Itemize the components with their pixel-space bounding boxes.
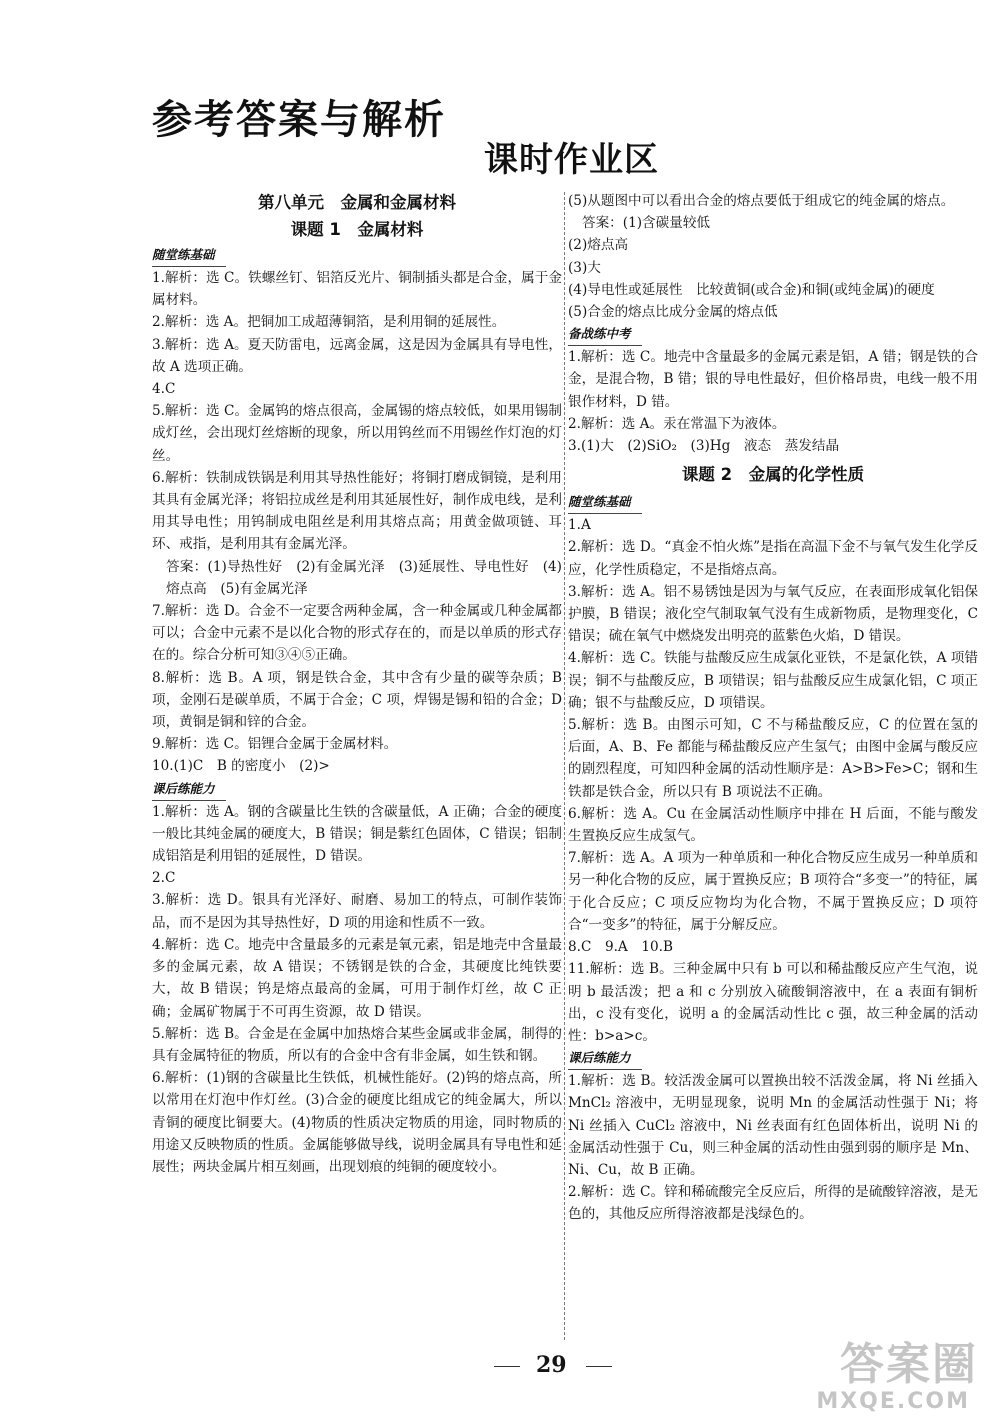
answer-list — [568, 190, 978, 323]
page-number-dash — [586, 1366, 612, 1367]
page-number: 29 — [536, 1352, 567, 1378]
answer-item: 2.解析：选 C。锌和稀硫酸完全反应后，所得的是硫酸锌溶液，是无色的，其他反应所得溶液都是浅绿色的。 — [568, 1184, 978, 1223]
answer-item: 8.解析：选 B。A 项，钢是铁合金，其中含有少量的碳等杂质；B 项，金刚石是碳单质，不属于合金；C 项，焊锡是锡和铅的合金；D 项，黄铜是铜和锌的合金。 — [152, 669, 562, 731]
answer-list — [152, 801, 562, 1178]
answer-item: 10.(1)C B 的密度小 (2)> — [152, 758, 330, 775]
answer-item: (2)熔点高 — [568, 237, 629, 254]
column-divider — [564, 192, 565, 1340]
answer-item: (4)导电性或延展性 比较黄铜(或合金)和铜(或纯金属)的硬度 — [568, 281, 935, 298]
answer-list — [152, 267, 562, 778]
answer-item: 2.解析：选 A。汞在常温下为液体。 — [568, 415, 786, 432]
answer-list — [568, 514, 978, 1047]
answer-item: 6.解析：(1)钢的含碳量比生铁低，机械性能好。(2)钨的熔点高，所以常用在灯泡中作灯丝。(3)合金的硬度比组成它的纯金属大，所以青铜的硬度比铜要大。(4)物质的性质决定物质的用途，同时物质的用途又反映物质的性质。金属能够做导线，说明金属具有导电性和延展性；两块金属片相互刻画，出现划痕的纯铜的硬度较小。 — [152, 1070, 562, 1175]
answer-item: 2.解析：选 D。“真金不怕火炼”是指在高温下金不与氧气发生化学反应，化学性质稳定，不是指熔点高。 — [568, 539, 978, 578]
answer-item: 3.解析：选 A。铝不易锈蚀是因为与氧气反应，在表面形成氧化铝保护膜，B 错误；液化空气制取氧气没有生成新物质，是物理变化，C 错误；硫在氧气中燃烧发出明亮的蓝紫色火焰，D 错误。 — [568, 583, 978, 645]
subheading-after-class: 课后练能力 — [152, 778, 226, 801]
watermark-url: MXQE.COM — [816, 1389, 970, 1414]
answer-item: 3.解析：选 A。夏天防雷电，远离金属，这是因为金属具有导电性，故 A 选项正确。 — [152, 336, 562, 375]
answer-item: 11.解析：选 B。三种金属中只有 b 可以和稀盐酸反应产生气泡，说明 b 最活泼；把 a 和 c 分别放入硫酸铜溶液中，在 a 表面有铜析出，c 没有变化，说明 a 的金属活动性比 c 强，故三种金属的活动性：b>a>c。 — [568, 961, 978, 1044]
answer-item: 4.C — [152, 381, 176, 398]
answer-item: (5)从题图中可以看出合金的熔点要低于组成它的纯金属的熔点。 — [568, 193, 955, 209]
answer-item: 1.解析：选 A。钢的含碳量比生铁的含碳量低，A 正确；合金的硬度一般比其纯金属的硬度大，B 错误；铜是紫红色固体，C 错误；铝制成铝箔是利用铝的延展性，D 错误。 — [152, 803, 562, 865]
answer-item: 1.解析：选 B。较活泼金属可以置换出较不活泼金属，将 Ni 丝插入 MnCl₂ 溶液中，无明显现象，说明 Mn 的金属活动性强于 Ni；将 Ni 丝插入 CuCl₂ 溶液中，Ni 丝表面有红色固体析出，说明 Ni 的金属活动性强于 Cu，则三种金属的活动性由强到弱的顺序是 Mn、Ni、Cu，故 B 正确。 — [568, 1073, 978, 1178]
answer-item: 答案：(1)含碳量较低 — [582, 215, 711, 232]
answer-item: 6.解析：选 A。Cu 在金属活动性顺序中排在 H 后面，不能与酸发生置换反应生成氢气。 — [568, 805, 978, 845]
answer-item: 8.C 9.A 10.B — [568, 939, 673, 956]
watermark-logo: 答案圈 — [840, 1339, 978, 1390]
answer-item: (3)大 — [568, 259, 601, 276]
answer-item: 3.(1)大 (2)SiO₂ (3)Hg 液态 蒸发结晶 — [568, 438, 840, 455]
right-column — [568, 190, 978, 1226]
lesson-title-1: 课题 1 金属材料 — [290, 220, 424, 239]
answer-item: 7.解析：选 D。合金不一定要含两种金属，含一种金属或几种金属都可以；合金中元素不是以化合物的形式存在的，而是以单质的形式存在的。综合分析可知③④⑤正确。 — [152, 603, 562, 664]
answer-item: 1.A — [568, 517, 591, 534]
answer-item: 2.解析：选 A。把铜加工成超薄铜箔，是利用铜的延展性。 — [152, 314, 506, 331]
answer-item: 4.解析：选 C。地壳中含量最多的元素是氧元素，铝是地壳中含量最多的金属元素，故 A 错误；不锈钢是铁的合金，其硬度比纯铁要大，故 B 错误；钨是熔点最高的金属，可用于制作灯丝，故 C 正确；金属矿物属于不可再生资源，故 D 错误。 — [152, 936, 562, 1020]
section-title: 课时作业区 — [484, 140, 659, 180]
answer-list — [568, 1070, 978, 1225]
unit-title: 第八单元 金属和金属材料 — [258, 193, 456, 212]
answer-item: 7.解析：选 A。A 项为一种单质和一种化合物反应生成另一种单质和另一种化合物的反应，属于置换反应；B 项符合“多变一”的特征，属于化合反应；C 项反应物均为化合物，不属于置换反应；D 项符合“一变多”的特征，属于分解反应。 — [568, 850, 978, 933]
answer-item: 5.解析：选 C。金属钨的熔点很高，金属锡的熔点较低，如果用锡制成灯丝，会出现灯丝熔断的现象，所以用钨丝而不用锡丝作灯泡的灯丝。 — [152, 403, 562, 464]
lesson-title-2: 课题 2 金属的化学性质 — [681, 465, 865, 485]
answer-item: 5.解析：选 B。合金是在金属中加热熔合某些金属或非金属，制得的具有金属特征的物质，所以有的合金中含有非金属，如生铁和钢。 — [152, 1025, 562, 1064]
subheading-exam-prep: 备战练中考 — [568, 323, 642, 346]
answer-item: 答案：(1)导热性好 (2)有金属光泽 (3)延展性、导电性好 (4)熔点高 (5)有金属光泽 — [166, 558, 562, 597]
left-column — [152, 190, 562, 1178]
subheading-classroom-basics: 随堂练基础 — [152, 244, 226, 267]
page-title: 参考答案与解析 — [152, 97, 446, 143]
answer-item: 1.解析：选 C。地壳中含量最多的金属元素是铝，A 错；钢是铁的合金，是混合物，B 错；银的导电性最好，但价格昂贵，电线一般不用银作材料，D 错。 — [568, 349, 978, 410]
answer-item: 9.解析：选 C。铝锂合金属于金属材料。 — [152, 736, 398, 753]
answer-item: 4.解析：选 C。铁能与盐酸反应生成氯化亚铁，不是氯化铁，A 项错误；铜不与盐酸反应，B 项错误；铝与盐酸反应生成氯化铝，C 项正确；银不与盐酸反应，D 项错误。 — [568, 650, 978, 711]
answer-item: 3.解析：选 D。银具有光泽好、耐磨、易加工的特点，可制作装饰品，而不是因为其导热性好，D 项的用途和性质不一致。 — [152, 892, 562, 931]
answer-item: 6.解析：铁制成铁锅是利用其导热性能好；将铜打磨成铜镜，是利用其具有金属光泽；将铝拉成丝是利用其延展性好，制作成电线，是利用其导电性；用钨制成电阻丝是利用其熔点高；用黄金做项链、耳环、戒指，是利用其有金属光泽。 — [152, 469, 562, 553]
page-number-dash — [494, 1366, 520, 1367]
answer-item: 5.解析：选 B。由图示可知，C 不与稀盐酸反应，C 的位置在氢的后面，A、B、Fe 都能与稀盐酸反应产生氢气；由图中金属与酸反应的剧烈程度，可知四种金属的活动性顺序是：A>B>Fe>C；钢和生铁都是铁合金，所以只有 B 项说法不正确。 — [568, 717, 978, 800]
answer-list — [568, 346, 978, 457]
answer-item: (5)合金的熔点比成分金属的熔点低 — [568, 304, 778, 321]
subheading-classroom-basics: 随堂练基础 — [568, 491, 642, 514]
subheading-after-class: 课后练能力 — [568, 1047, 642, 1070]
answer-item: 1.解析：选 C。铁螺丝钉、铝箔反光片、铜制插头都是合金，属于金属材料。 — [152, 270, 562, 309]
answer-item: 2.C — [152, 870, 176, 887]
